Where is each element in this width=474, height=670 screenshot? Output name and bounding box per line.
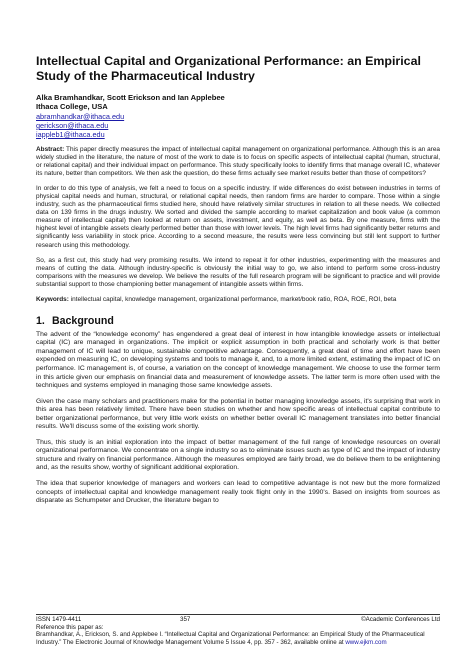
- footer-divider: [36, 614, 440, 615]
- email-list: [36, 112, 440, 139]
- body-paragraph: The idea that superior knowledge of managers and workers can lead to competitive advantage is not new but the more formalized concepts of intellectual capital and knowledge management really took flight only in the 1990's. Based on insights from sources as disparate as Schumpeter and Drucker, the literature began to: [36, 480, 440, 505]
- page-footer: [36, 614, 440, 646]
- issn: ISSN 1479-4411: [36, 616, 82, 623]
- page-number: 357: [180, 616, 191, 623]
- footer-meta-row: [36, 616, 440, 624]
- section-title: Background: [52, 314, 114, 327]
- body-paragraph: The advent of the “knowledge economy” has engendered a great deal of interest in how intangible knowledge assets or intellectual capital (IC) are managed in organizations. The implicit or explicit assumption in both practical and scholarly work is that better management of IC will lead to unique, sustainable competitive advantage. Consequently, a great deal of time and effort have been expended on measuring IC, on developing systems and tools to manage it, and, to a more limited extent, estimating the impact of IC on performance. IC management is, of course, a variation on the concept of knowledge management. We choose to use the former term in this article given our emphasis on financial data and measurement of knowledge assets. The latter term is more often used with the techniques and systems employed in managing those same knowledge assets.: [36, 330, 440, 390]
- body-paragraph: Given the case many scholars and practitioners make for the potential in better managing knowledge assets, it's surprising that work in this area has been relatively limited. There have been studies on whether and how specific areas of intellectual capital contribute to better organizational performance, but very little work exists on whether better overall IC management translates into better financial results. We'll discuss some of the existing work shortly.: [36, 397, 440, 431]
- abstract: [36, 146, 440, 178]
- copyright: ©Academic Conferences Ltd: [361, 616, 440, 623]
- body-paragraph: Thus, this study is an initial exploration into the impact of better management of the full range of knowledge resources on overall organizational performance. We concentrate on a single industry so as to eliminate issues such as type of IC and the impact of industry structure and rivalry on financial performance. Although the measures employed are fairly broad, we do believe them to be enlightening and, as the results show, worthy of significant additional exploration.: [36, 438, 440, 472]
- affiliation: Ithaca College, USA: [36, 102, 108, 111]
- journal-url-link[interactable]: www.ejkm.com: [345, 638, 387, 646]
- section-heading: [36, 315, 440, 327]
- abstract-text: This paper directly measures the impact of intellectual capital management on organizational performance. Although this is an area widely studied in the literature, the nature of most of the work to date is to focus on specific aspects of intellectual capital (human, structural, or relational capital) and their individual impact on performance. This study specifically looks to identify firms that manage overall IC, whatever its nature, better than competitors. We then ask the question, do these firms actually see market results better than those of competitors?: [36, 146, 440, 178]
- abstract-paragraph: So, as a first cut, this study had very promising results. We intend to repeat it for other industries, experimenting with the measures and means of cutting the data. Although industry-specific is obviously the initial way to go, we also intend to perform some cross-industry comparisons with the measures we develop. We believe the results of the full research program will be significant to practice and will provide substantial support to those championing better management of intangible assets within firms.: [36, 256, 440, 288]
- paper-title: Intellectual Capital and Organizational Performance: an Empirical Study of the Pharmaceutical Industry: [36, 54, 421, 83]
- abstract-label: Abstract:: [36, 146, 65, 153]
- author-email-link[interactable]: gerickson@ithaca.edu: [36, 121, 109, 130]
- keywords-label: Keywords:: [36, 295, 69, 303]
- reference-citation: [36, 631, 440, 646]
- author-list: Alka Bramhandkar, Scott Erickson and Ian Applebee: [36, 93, 225, 102]
- abstract-paragraph: In order to do this type of analysis, we felt a need to focus on a specific industry. If wide differences do exist between industries in terms of physical capital needs and human, structural, or relational capital needs, then random firms are harder to compare. Those within a single industry, such as the pharmaceutical firms studied here, should have relatively similar structures in relation to all these needs. We collected data on 139 firms in the drugs industry. We sorted and divided the sample according to market capitalization and book value (a common measure of intellectual capital) then looked at return on assets, investment, and equity, as well as beta. By one measure, firms with the highest level of intangible assets clearly performed better than those with lower levels. The high level firms had significantly better returns and significantly less variability in stock price. According to a second measure, the results were less convincing but still lent support to further research using this methodology.: [36, 185, 440, 249]
- keywords-text: intellectual capital, knowledge management, organizational performance, market/book ratio, ROA, ROE, ROI, beta: [68, 295, 397, 303]
- reference-label: Reference this paper as:: [36, 623, 104, 631]
- author-email-link[interactable]: iappleb1@ithaca.edu: [36, 130, 105, 139]
- author-email-link[interactable]: abramhandkar@ithaca.edu: [36, 112, 125, 121]
- section-number: 1.: [36, 314, 45, 327]
- keywords: [36, 296, 440, 304]
- reference-text: Bramhandkar, A., Erickson, S. and Applebee I. “Intellectual Capital and Organizational Performance: an Empirical Study of the Pharmaceutical Industry.” The Electronic Journal of Knowledge Management Volume 5 Issue 4, pp. 357 - 362, available online at: [36, 631, 425, 646]
